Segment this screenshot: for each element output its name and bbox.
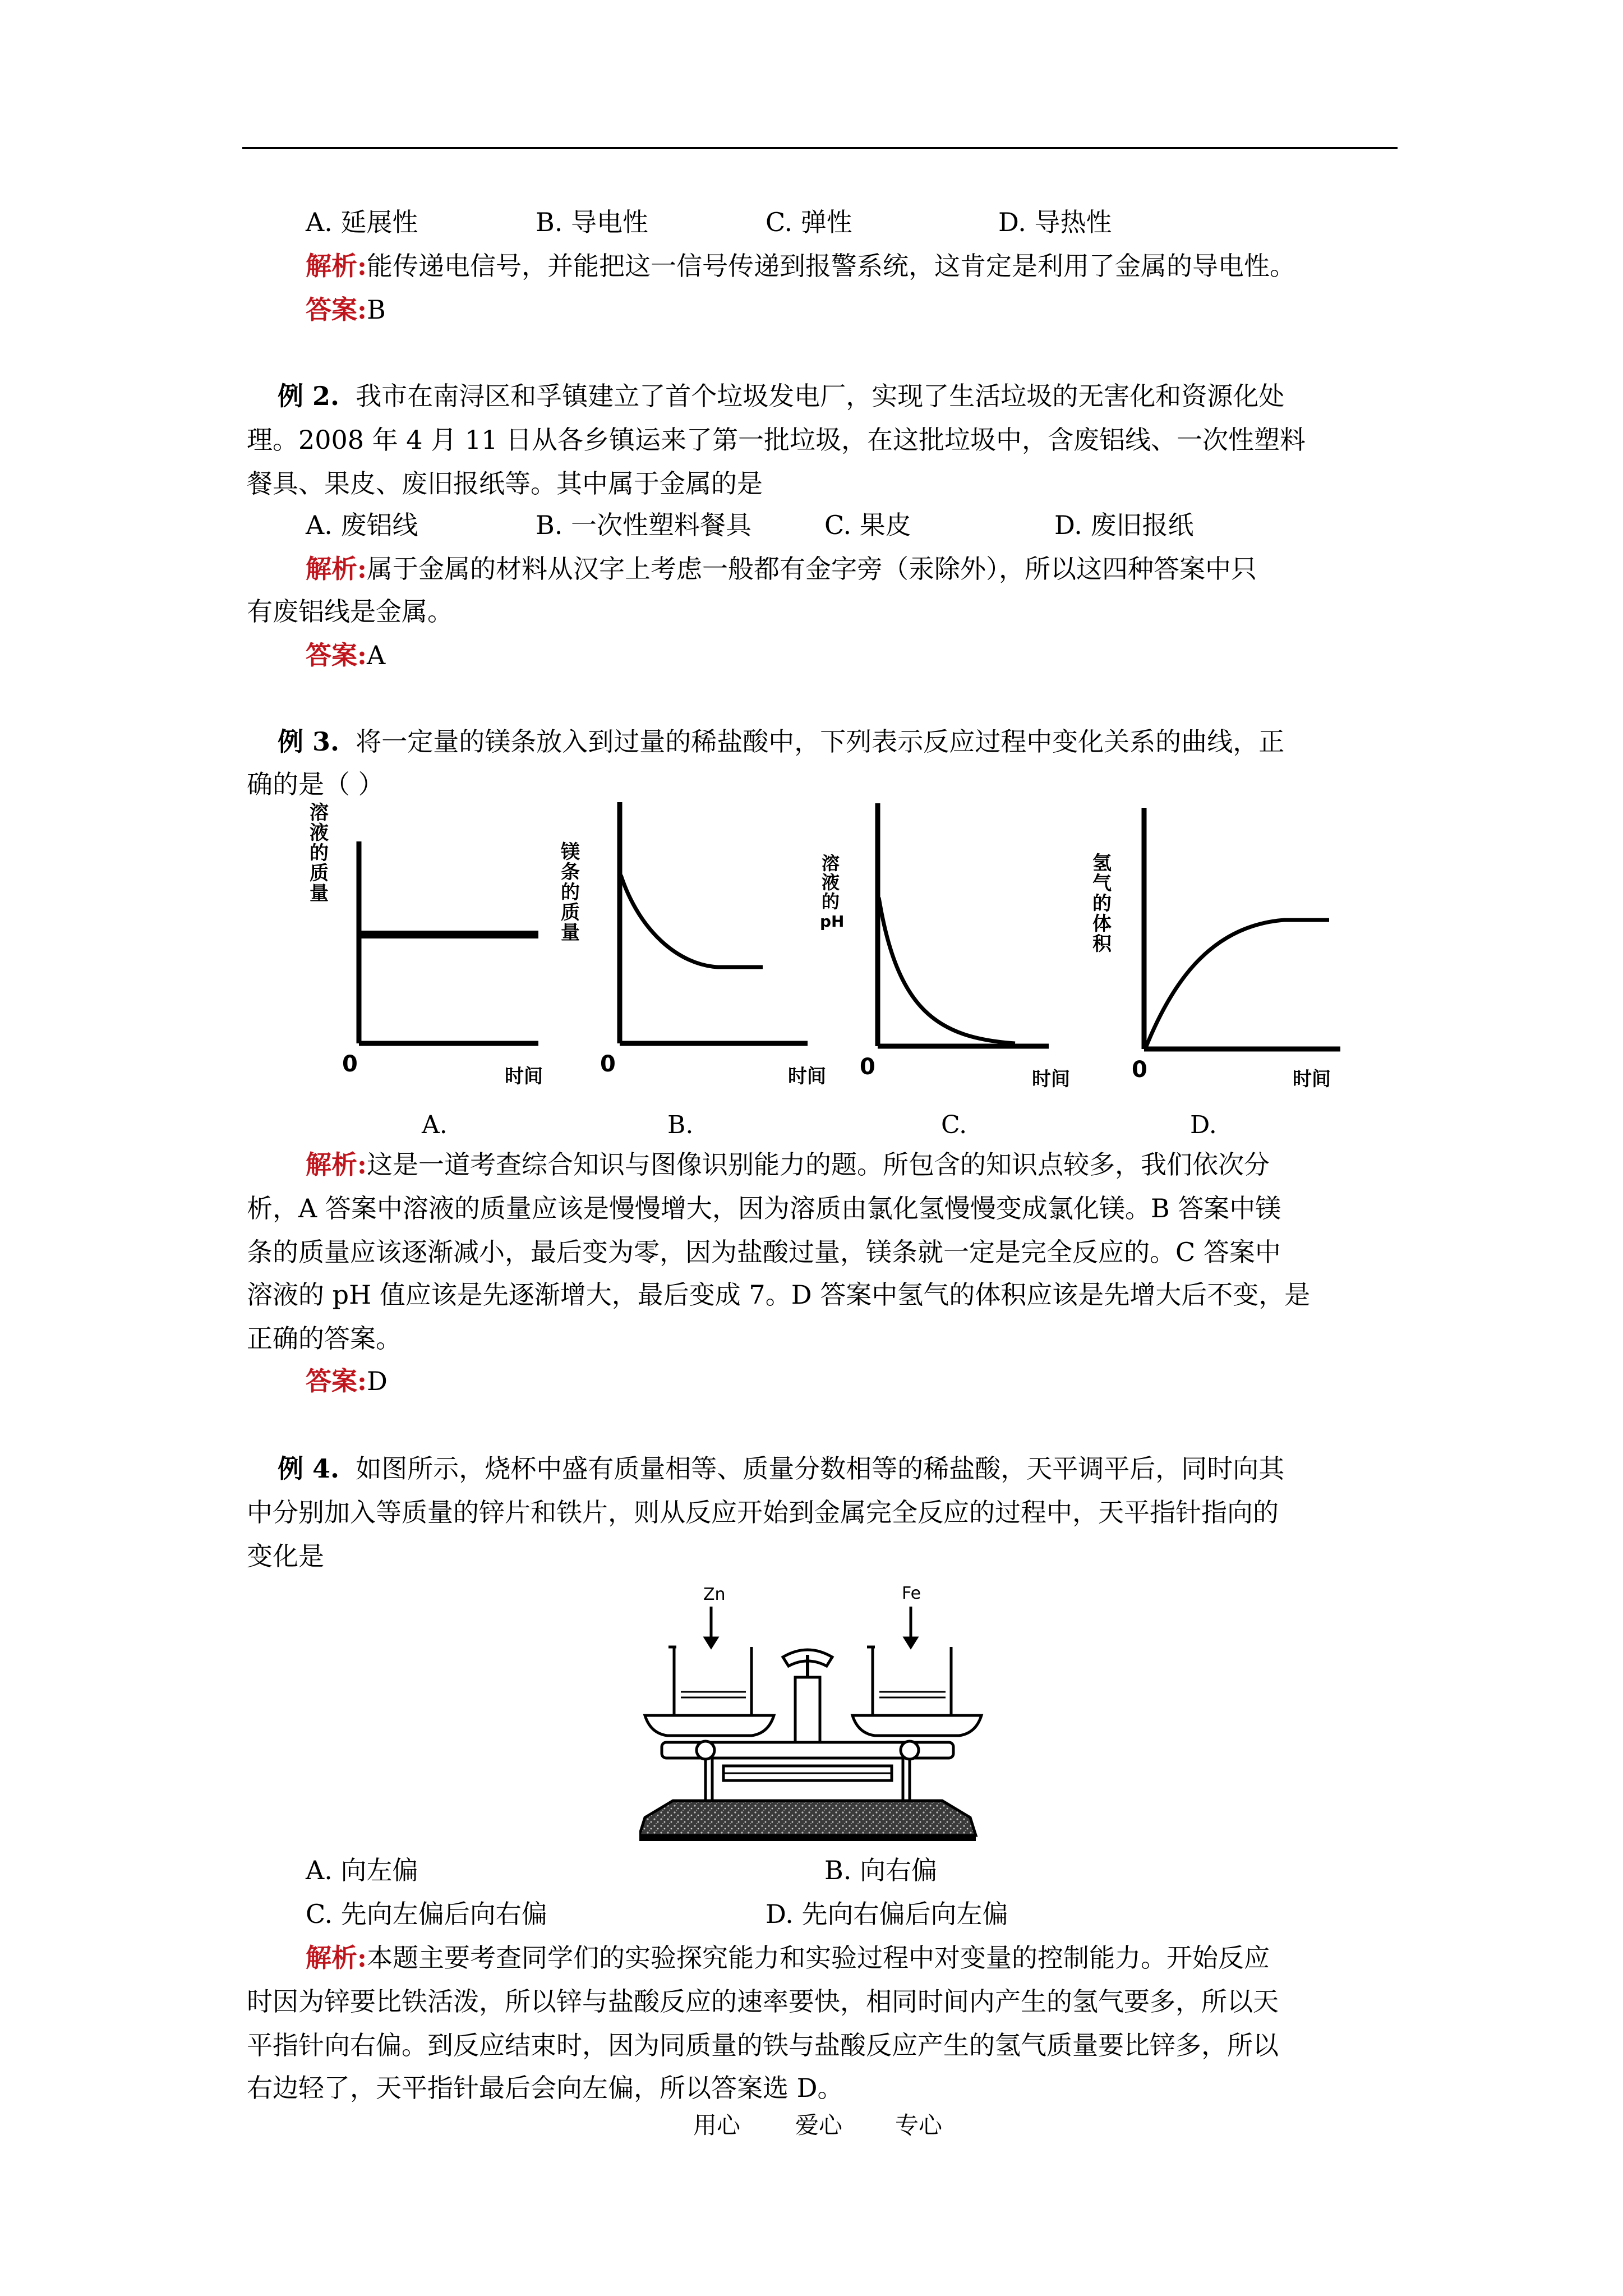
- ex3-answer: 答案:D: [306, 1366, 388, 1396]
- answer-label: 答案:: [306, 295, 367, 325]
- graph-b-ylabel-4: 量: [561, 922, 580, 944]
- graph-b-ylabel-0: 镁: [561, 841, 580, 863]
- graph-c-ylabel-3: pH: [820, 912, 845, 931]
- graph-c-ylabel-2: 的: [822, 891, 840, 912]
- ex2-question-line-1: 例 2. 我市在南浔区和孚镇建立了首个垃圾发电厂，实现了生活垃圾的无害化和资源化处: [278, 381, 1285, 411]
- graph-a-xlabel: 时间: [505, 1065, 543, 1088]
- ex3-analysis-line-3: 条的质量应该逐渐减小，最后变为零，因为盐酸过量，镁条就一定是完全反应的。C 答案中: [247, 1237, 1281, 1267]
- q1-option-c: C. 弹性: [766, 207, 852, 237]
- analysis-label: 解析:: [306, 554, 367, 584]
- ex2-option-d: D. 废旧报纸: [1054, 510, 1194, 540]
- graph-b-ylabel-1: 条: [561, 861, 580, 884]
- ex4-question-line-2: 中分别加入等质量的锌片和铁片，则从反应开始到金属完全反应的过程中，天平指针指向的: [247, 1497, 1279, 1527]
- graph-c-origin: 0: [860, 1054, 875, 1080]
- ex2-question-line-2: 理。2008 年 4 月 11 日从各乡镇运来了第一批垃圾，在这批垃圾中，含废铝线、一次性塑料: [247, 425, 1306, 455]
- q1-answer: [306, 293, 386, 326]
- ex4-option-b: B. 向右偏: [824, 1855, 938, 1885]
- graph-d-ylabel-1: 气: [1092, 872, 1112, 895]
- ex4-option-c: C. 先向左偏后向右偏: [306, 1899, 547, 1929]
- footer-text-3: 专心: [895, 2111, 943, 2139]
- ex2-option-a: A. 废铝线: [306, 510, 418, 540]
- graph-d-curve: [1145, 920, 1329, 1049]
- graph-c-ylabel-0: 溶: [822, 853, 840, 874]
- zinc-label: Zn: [703, 1585, 726, 1604]
- graph-b-origin: 0: [600, 1051, 616, 1077]
- q1-option-b: B. 导电性: [536, 207, 649, 237]
- ex3-label: 例 3.: [278, 726, 340, 757]
- ex4-question-line-3: 变化是: [247, 1541, 324, 1571]
- analysis-label: 解析:: [306, 1149, 367, 1180]
- ex4-analysis-line-2: 时因为锌要比铁活泼，所以锌与盐酸反应的速率要快，相同时间内产生的氢气要多，所以天: [247, 1986, 1279, 2017]
- ex4-analysis-line-4: 右边轻了，天平指针最后会向左偏，所以答案选 D。: [247, 2073, 843, 2103]
- ex3-graphs: [297, 797, 1391, 1144]
- ex2-analysis-line-2: 有废铝线是金属。: [247, 596, 453, 627]
- graph-d-origin: 0: [1132, 1057, 1147, 1083]
- ex4-option-d: D. 先向右偏后向左偏: [766, 1899, 1008, 1929]
- ex2-option-b: B. 一次性塑料餐具: [536, 510, 752, 540]
- ex2-option-c: C. 果皮: [824, 510, 911, 540]
- analysis-label: 解析:: [306, 1943, 367, 1973]
- ex2-analysis-line-1: 解析:属于金属的材料从汉字上考虑一般都有金字旁（汞除外），所以这四种答案中只: [306, 554, 1257, 584]
- ex4-analysis-line-1: 解析:本题主要考查同学们的实验探究能力和实验过程中对变量的控制能力。开始反应: [306, 1943, 1270, 1973]
- graph-c-ylabel-1: 液: [822, 872, 840, 893]
- graph-a-caption: A.: [422, 1111, 448, 1139]
- graph-d-ylabel-2: 的: [1092, 892, 1112, 915]
- right-pan: [852, 1715, 981, 1736]
- iron-label: Fe: [902, 1584, 921, 1603]
- ex3-question-line-2: 确的是（ ）: [247, 769, 384, 799]
- ex3-analysis-line-4: 溶液的 pH 值应该是先逐渐增大，最后变成 7。D 答案中氢气的体积应该是先增大后不变，是: [247, 1280, 1311, 1310]
- ex3-analysis-line-5: 正确的答案。: [247, 1323, 402, 1354]
- graph-d-xlabel: 时间: [1293, 1068, 1331, 1091]
- graph-b-ylabel-3: 质: [561, 901, 580, 924]
- answer-label: 答案:: [306, 640, 367, 670]
- graph-a-ylabel-3: 质: [310, 862, 329, 885]
- right-beaker: [873, 1647, 951, 1715]
- graph-b-ylabel-2: 的: [561, 881, 580, 904]
- graph-a-origin: 0: [342, 1051, 358, 1077]
- graph-d-ylabel-3: 体: [1092, 913, 1112, 935]
- left-beaker: [674, 1647, 751, 1715]
- ex2-question-line-3: 餐具、果皮、废旧报纸等。其中属于金属的是: [247, 468, 763, 499]
- graph-a-ylabel-1: 液: [310, 822, 329, 844]
- iron-arrowhead: [905, 1638, 916, 1647]
- ex4-question-line-1: 例 4. 如图所示，烧杯中盛有质量相等、质量分数相等的稀盐酸，天平调平后，同时向其: [278, 1453, 1285, 1484]
- center-column: [795, 1677, 820, 1750]
- graph-b-curve: [621, 875, 763, 967]
- graph-c-curve: [879, 898, 1015, 1043]
- graph-d-ylabel-0: 氢: [1092, 852, 1112, 875]
- graph-d-ylabel-4: 积: [1092, 933, 1112, 955]
- ex4-label: 例 4.: [278, 1453, 340, 1484]
- graph-a-ylabel-4: 量: [310, 882, 329, 905]
- graph-d-caption: D.: [1190, 1111, 1217, 1139]
- ex4-option-a: A. 向左偏: [306, 1855, 418, 1885]
- q1-analysis: [306, 249, 1295, 283]
- ex2-label: 例 2.: [278, 381, 340, 411]
- ex3-analysis-line-1: 解析:这是一道考查综合知识与图像识别能力的题。所包含的知识点较多，我们依次分: [306, 1149, 1270, 1180]
- graph-a-ylabel-0: 溶: [310, 802, 329, 824]
- answer-label: 答案:: [306, 1366, 367, 1396]
- ex3-analysis-line-2: 析，A 答案中溶液的质量应该是慢慢增大，因为溶质由氯化氢慢慢变成氯化镁。B 答案中镁: [247, 1193, 1281, 1223]
- ex2-answer: 答案:A: [306, 640, 386, 670]
- graph-c-xlabel: 时间: [1032, 1068, 1070, 1091]
- graph-a-ylabel-2: 的: [310, 842, 329, 864]
- answer-text: B: [366, 295, 386, 325]
- footer-text-2: 爱心: [795, 2111, 843, 2139]
- q1-option-d: D. 导热性: [998, 207, 1112, 237]
- balance-base: [639, 1801, 976, 1835]
- zinc-arrowhead: [706, 1638, 717, 1647]
- footer-text-1: 用心: [693, 2111, 741, 2139]
- left-pan: [645, 1715, 774, 1736]
- q1-option-a: A. 延展性: [306, 207, 418, 237]
- balance-figure: [639, 1582, 1021, 1851]
- ex4-analysis-line-3: 平指针向右偏。到反应结束时，因为同质量的铁与盐酸反应产生的氢气质量要比锌多，所以: [247, 2030, 1279, 2060]
- header-rule: [242, 147, 1398, 149]
- ex3-question-line-1: 例 3. 将一定量的镁条放入到过量的稀盐酸中，下列表示反应过程中变化关系的曲线，正: [278, 726, 1285, 757]
- analysis-label: 解析:: [306, 251, 367, 281]
- graph-c-caption: C.: [941, 1111, 967, 1139]
- graph-b-xlabel: 时间: [788, 1065, 826, 1088]
- analysis-text: 能传递电信号，并能把这一信号传递到报警系统，这肯定是利用了金属的导电性。: [366, 251, 1295, 281]
- graph-b-caption: B.: [667, 1111, 694, 1139]
